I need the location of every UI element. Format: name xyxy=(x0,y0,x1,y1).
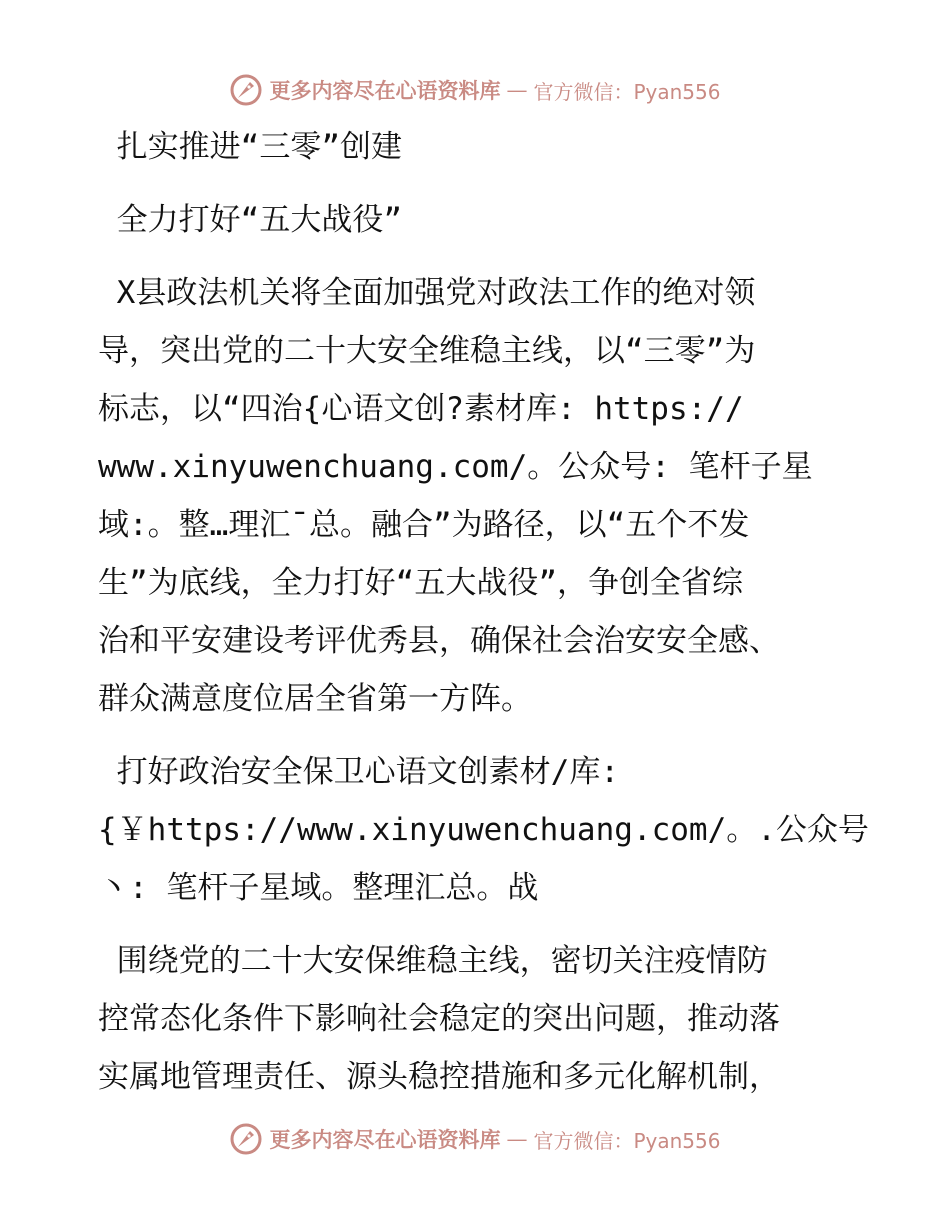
paragraph-line: 围绕党的二十大安保维稳主线，密切关注疫情防 xyxy=(98,943,768,979)
paragraph-line: 标志，以“四治{心语文创?素材库: https:// xyxy=(98,391,744,427)
paragraph-line: 实属地管理责任、源头稳控措施和多元化解机制， xyxy=(98,1059,780,1095)
watermark-footer xyxy=(0,1119,950,1159)
paragraph-line: 生”为底线，全力打好“五大战役”，争创全省综 xyxy=(98,565,743,601)
watermark-official-text: 官方微信：Pyan556 xyxy=(533,79,721,104)
pen-nib-circle-icon xyxy=(229,73,263,107)
paragraph-line: 治和平安建设考评优秀县，确保社会治安安全感、 xyxy=(98,623,780,659)
watermark-separator: — xyxy=(506,1127,528,1151)
paragraph-line: 导，突出党的二十大安全维稳主线，以“三零”为 xyxy=(98,333,756,369)
watermark-separator: — xyxy=(506,78,528,102)
paragraph-line: 群众满意度位居全省第一方阵。 xyxy=(98,681,532,717)
pen-nib-circle-icon xyxy=(229,1122,263,1156)
paragraph-1 xyxy=(98,264,858,728)
paragraph-2 xyxy=(98,743,869,917)
watermark-promo-text: 更多内容尽在心语资料库 xyxy=(269,1127,501,1152)
document-body xyxy=(98,118,869,1106)
paragraph-3 xyxy=(98,932,858,1106)
paragraph-line: www.xinyuwenchuang.com/。公众号: 笔杆子星 xyxy=(98,449,813,485)
paragraph-line: X县政法机关将全面加强党对政法工作的绝对领 xyxy=(98,275,756,311)
heading-1: 扎实推进“三零”创建 xyxy=(98,129,402,165)
watermark-promo-text: 更多内容尽在心语资料库 xyxy=(269,78,501,103)
watermark-official-text: 官方微信：Pyan556 xyxy=(533,1128,721,1153)
heading-2: 全力打好“五大战役” xyxy=(98,202,402,238)
watermark-header xyxy=(0,70,950,110)
paragraph-line: 丶: 笔杆子星域。整理汇总。战 xyxy=(98,870,539,906)
paragraph-line: 打好政治安全保卫心语文创素材/库: xyxy=(98,754,619,790)
paragraph-line: 控常态化条件下影响社会稳定的突出问题，推动落 xyxy=(98,1001,780,1037)
paragraph-line: {￥https://www.xinyuwenchuang.com/。.公众号 xyxy=(98,812,869,848)
paragraph-line: 域:。整…理汇¯总。融合”为路径，以“五个不发 xyxy=(98,507,750,543)
